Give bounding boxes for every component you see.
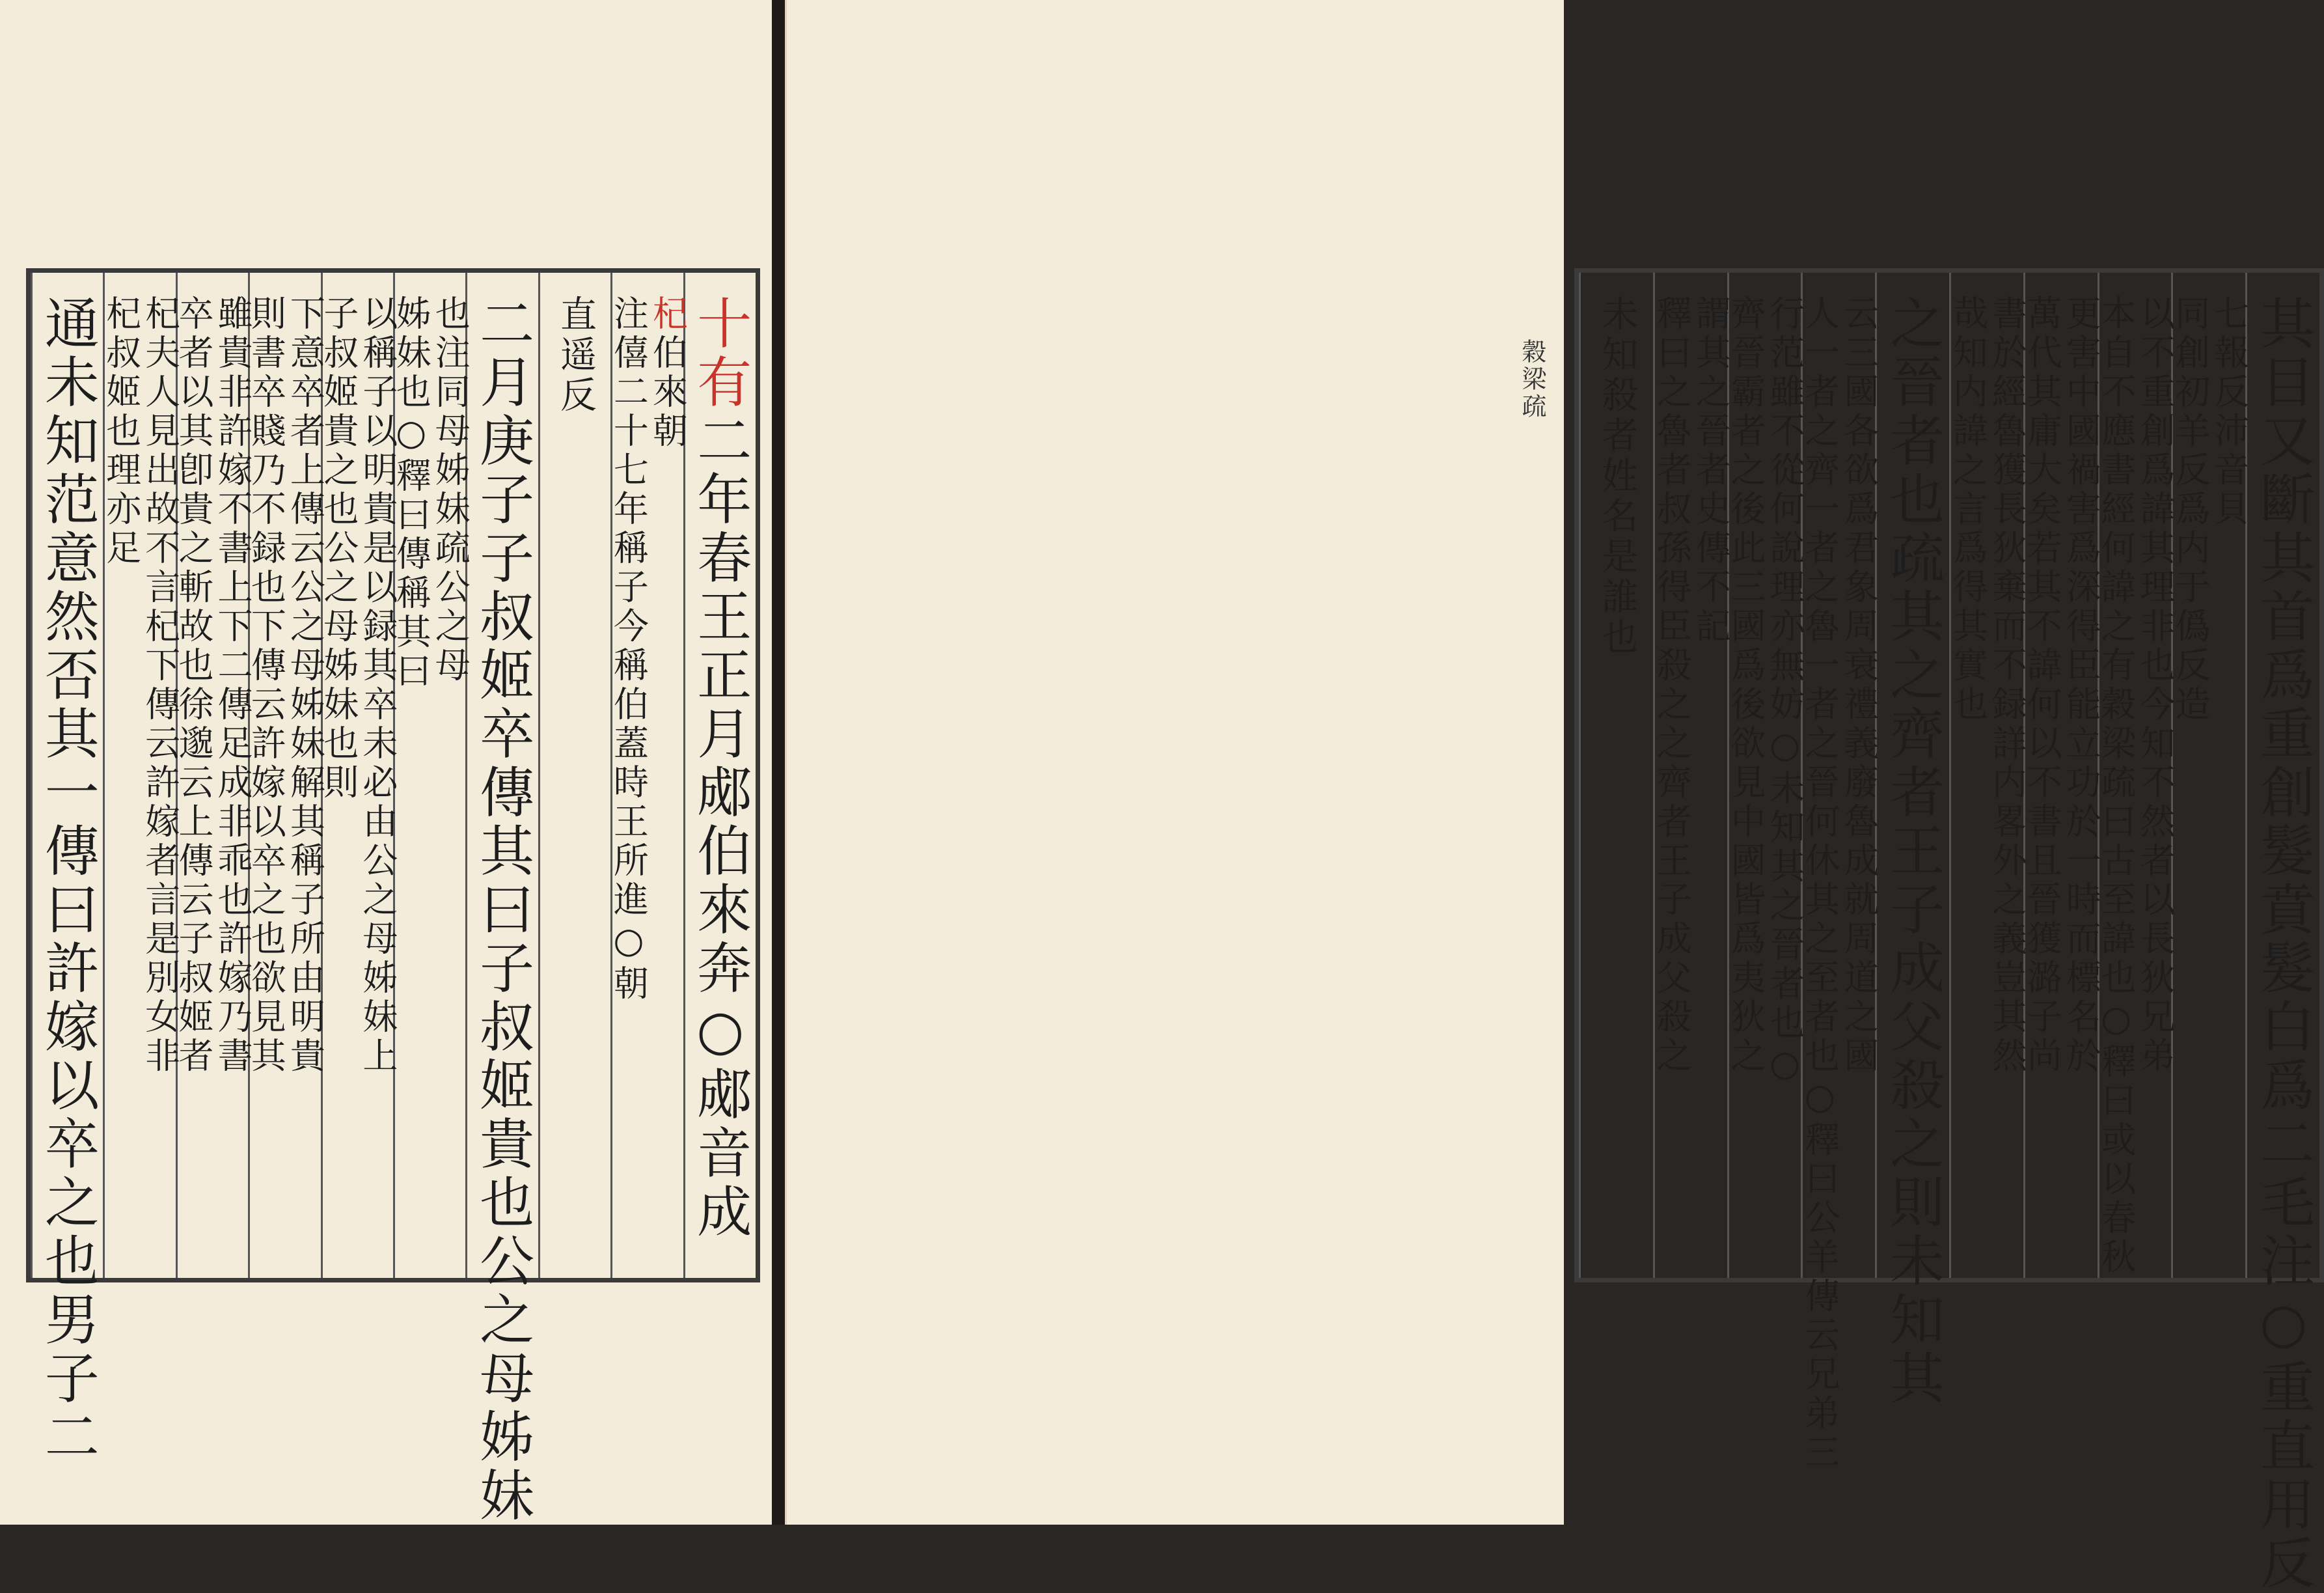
annotation-line: 人一者之齊一者之魯一者之晉何休其之至者也○釋曰公羊傳云兄弟三 — [1799, 295, 1840, 1473]
red-mark: 杞 — [647, 295, 689, 334]
annotation-line: 杞夫人見出故不言杞下傳云許嫁者言是別女非 — [139, 295, 181, 1076]
annotation-line: 卒者以其卽貴之斬故也徐邈云上傳云子叔姬者 — [173, 295, 215, 1076]
text-column — [390, 273, 471, 1278]
annotation-line: 杞叔姬也理亦足 — [100, 295, 142, 568]
text-column — [2245, 273, 2319, 1593]
annotation-line: 雖貴非許嫁不書上下二傳足成非乖也許嫁乃書 — [212, 295, 254, 1076]
annotation-line: 謂其之晉者史傳不記 — [1690, 295, 1732, 646]
annotation-line: 萬代其庸大矣若其不諱何以不書且晉獲潞子尚 — [2021, 295, 2063, 1076]
text-column — [1725, 273, 1806, 1278]
annotation-line: 也注同母姊妹疏公之母 — [430, 295, 471, 686]
text-column — [608, 273, 689, 1278]
text-column — [465, 273, 538, 1525]
main-text-line: 其目又斷其首爲重創髮賁髮白爲二毛注○重直用反 — [2251, 295, 2316, 1593]
text-column — [1947, 273, 2028, 1278]
main-text-line: 十有二年春王正月郕伯來奔○郕音成 — [688, 295, 752, 1241]
annotation-line: 以不重創爲諱其理非也今知不然者以長狄兄弟 — [2135, 295, 2176, 1076]
text-column — [1579, 273, 1653, 1278]
annotation-line: 本自不應書經何諱之有穀梁疏曰古至諱也○釋曰或以春秋 — [2096, 295, 2137, 1277]
left-text-frame — [26, 268, 760, 1525]
text-column — [1875, 273, 1949, 1408]
right-text-frame — [1574, 268, 2324, 1593]
text-column — [2169, 273, 2250, 1278]
text-column — [1799, 273, 1880, 1473]
annotation-line: 云三國各欲爲君象周衰禮義廢魯成就周道之國 — [1838, 295, 1880, 1076]
text-column — [2021, 273, 2102, 1278]
text-column — [100, 273, 181, 1278]
annotation-line: 姊妹也○釋曰傳稱其曰 — [390, 295, 432, 691]
annotation-line: 齊晉霸者之後此三國爲後欲見中國皆爲夷狄之 — [1725, 295, 1767, 1076]
annotation-line: 則書卒賤乃不録也下傳云許嫁以卒之也欲見其 — [245, 295, 287, 1076]
red-mark: 十有 — [688, 295, 752, 412]
text-column — [538, 273, 610, 1278]
text-column — [245, 273, 326, 1278]
annotation-line: 注僖二十七年稱子今稱伯蓋時王所進○朝 — [608, 295, 649, 1004]
annotation-line: 釋曰之魯者叔孫得臣殺之之齊者王子成父殺之 — [1651, 295, 1693, 1076]
left-page — [0, 0, 774, 1525]
annotation-line: 書於經魯獲長狄棄而不録詳内畧外之義豈其然 — [1986, 295, 2028, 1076]
book-gutter — [772, 0, 785, 1525]
margin-title: 穀梁疏 — [1518, 339, 1546, 421]
text-column — [173, 273, 254, 1278]
annotation-line: 下意卒者上傳云公之母姊妹解其稱子所由明貴 — [284, 295, 326, 1076]
main-text-line: 未知殺者姓名是誰也 — [1596, 295, 1639, 658]
text-column — [2096, 273, 2176, 1278]
text-column — [683, 273, 756, 1278]
main-text-line: 直遥反 — [554, 295, 597, 416]
annotation-line: 杞伯來朝 — [647, 295, 689, 451]
text-column — [1651, 273, 1732, 1278]
annotation-line: 子叔姬貴之也公之母姊妹也則 — [318, 295, 359, 803]
main-text-line: 二月庚子子叔姬卒傳其曰子叔姬貴也公之母姊妹 — [471, 295, 535, 1525]
right-page — [785, 0, 2316, 1593]
text-column — [31, 273, 103, 1467]
annotation-line: 更害中國禍害爲深得臣能立功於一時而標名於 — [2060, 295, 2102, 1076]
annotation-line: 哉知内諱之言爲得其實也 — [1947, 295, 1989, 725]
annotation-line: 同創初羊反爲内于僞反造 — [2169, 295, 2211, 725]
annotation-line: 以稱子以明貴是以録其卒未必由公之母姊妹上 — [357, 295, 398, 1076]
annotation-line: 行范雖不從何說理亦無妨○未知其之晉者也○ — [1764, 295, 1806, 1088]
main-text-line: 通未知范意然否其一傳曰許嫁以卒之也男子二 — [36, 295, 100, 1467]
annotation-line: 七報反沛音貝 — [2208, 295, 2250, 529]
main-text-line: 之晉者也疏其之齊者王子成父殺之則未知其 — [1881, 295, 1945, 1408]
text-column — [318, 273, 398, 1278]
